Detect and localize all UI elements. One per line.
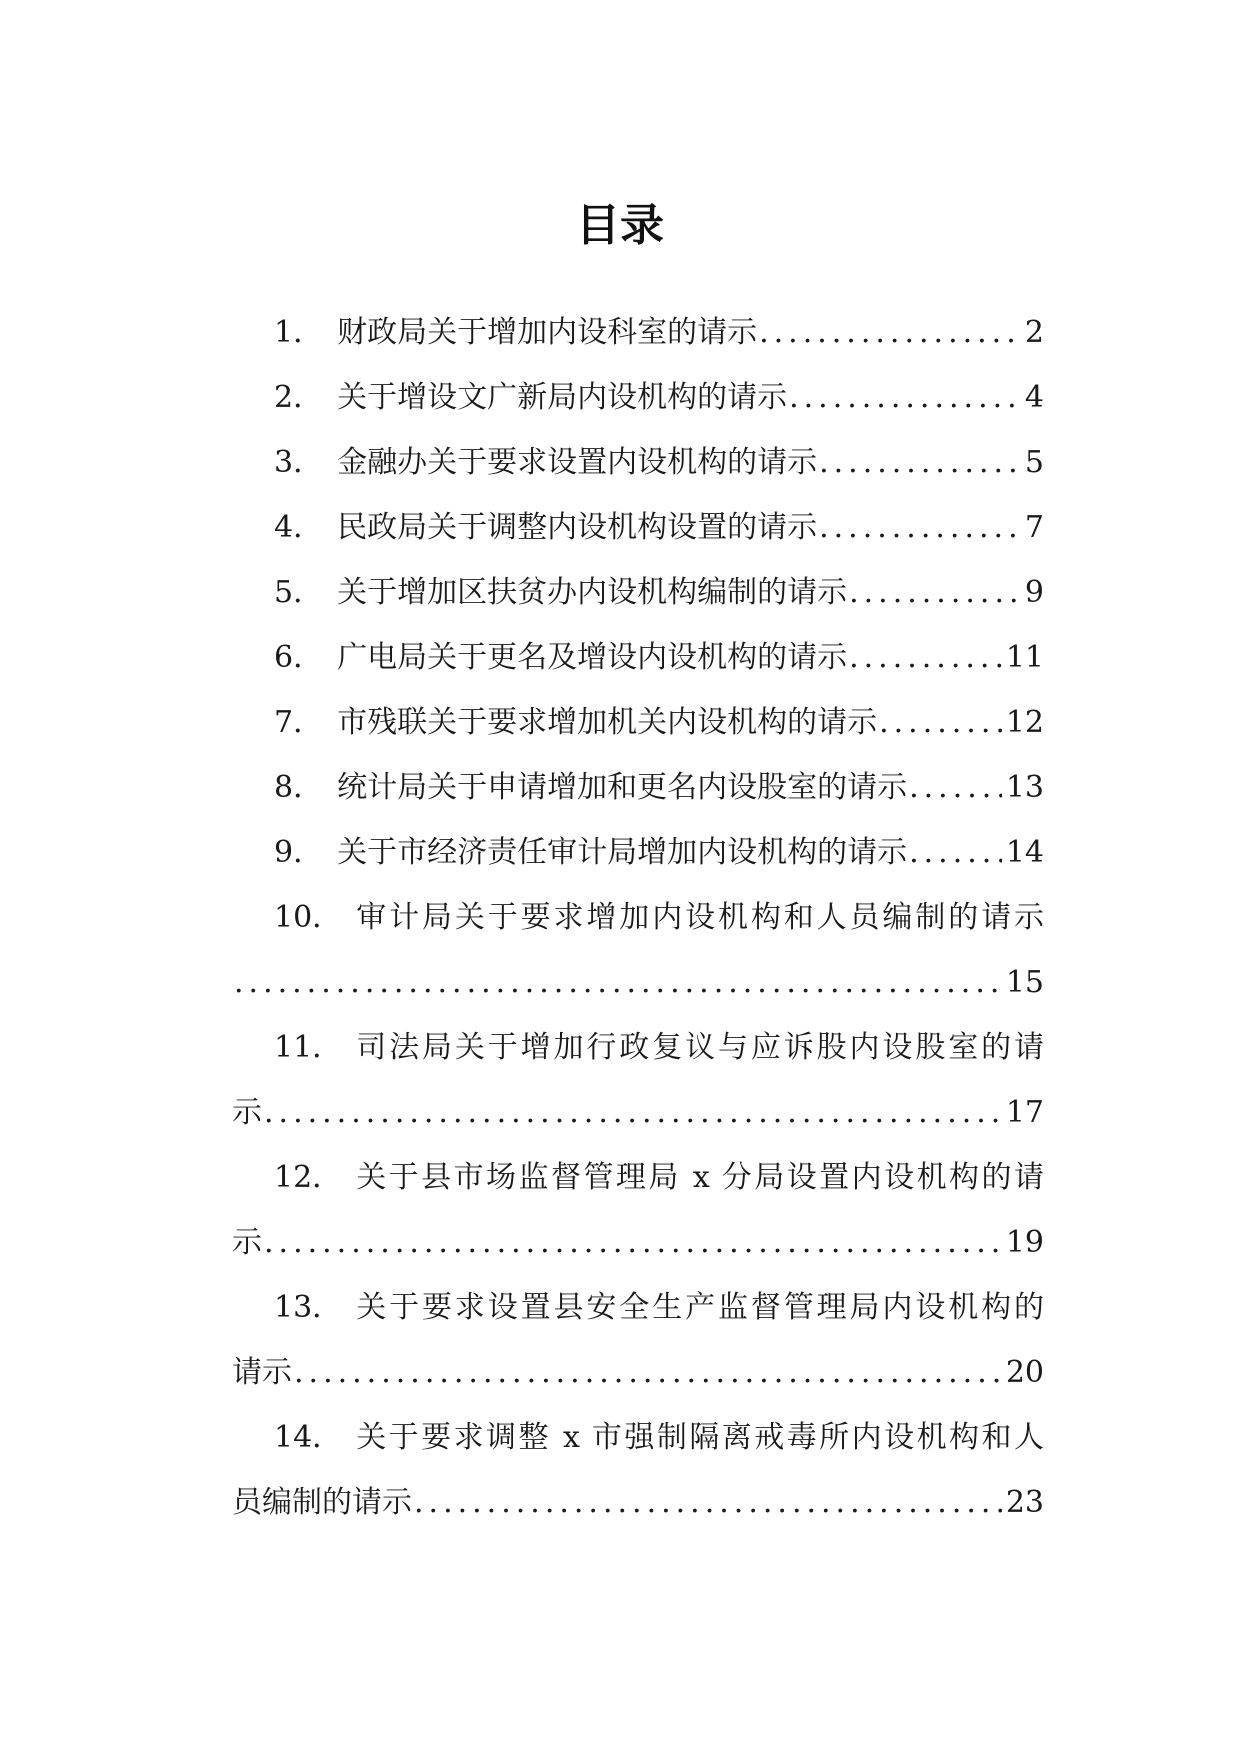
- toc-entry-page: 20: [1005, 1355, 1044, 1390]
- toc-entry-continuation: [232, 950, 1044, 1015]
- toc-entry-number: 6．: [274, 640, 324, 675]
- toc-entry-page: 2: [1024, 315, 1044, 350]
- dot-leader: [877, 690, 1002, 755]
- toc-entry-page: 19: [1005, 1225, 1044, 1260]
- dot-leader: [817, 430, 1021, 495]
- toc-entry-number: 1．: [274, 315, 324, 350]
- toc-entry-first-line: [232, 1145, 1044, 1210]
- toc-entry-5[interactable]: [232, 560, 1044, 625]
- toc-entry-13[interactable]: [232, 1275, 1044, 1405]
- dot-leader: [847, 625, 1002, 690]
- dot-leader: [907, 820, 1002, 885]
- toc-entry-page: 13: [1005, 770, 1044, 805]
- toc-entry-2[interactable]: [232, 365, 1044, 430]
- toc-entry-number: 8．: [274, 770, 324, 805]
- toc-entry-first-line: [232, 1275, 1044, 1340]
- toc-entry-title: 关于市经济责任审计局增加内设机构的请示: [337, 835, 908, 870]
- toc-entry-title: 财政局关于增加内设科室的请示: [337, 315, 758, 350]
- toc-entry-number: 11．: [274, 1030, 343, 1065]
- toc-entry-title-cont: 员编制的请示: [232, 1485, 412, 1520]
- toc-entry-number: 2．: [274, 380, 324, 415]
- dot-leader: [232, 950, 1002, 1015]
- toc-entry-page: 14: [1005, 835, 1044, 870]
- toc-entry-title: 关于县市场监督管理局 x 分局设置内设机构的请: [356, 1160, 1044, 1195]
- toc-entry-title: 审计局关于要求增加内设机构和人员编制的请示: [356, 900, 1044, 935]
- toc-entry-title: 关于要求设置县安全生产监督管理局内设机构的: [356, 1290, 1044, 1325]
- toc-entry-page: 4: [1024, 380, 1044, 415]
- toc-entry-continuation: [232, 1080, 1044, 1145]
- toc-entry-7[interactable]: [232, 690, 1044, 755]
- toc-entry-11[interactable]: [232, 1015, 1044, 1145]
- toc-entry-page: 9: [1024, 575, 1044, 610]
- toc-entry-continuation: [232, 1210, 1044, 1275]
- toc-entry-number: 4．: [274, 510, 324, 545]
- toc-entry-first-line: [232, 1405, 1044, 1470]
- toc-entry-title-cont: 请示: [232, 1355, 292, 1390]
- toc-entry-page: 7: [1024, 510, 1044, 545]
- toc-entry-title: 金融办关于要求设置内设机构的请示: [337, 445, 818, 480]
- dot-leader: [757, 300, 1021, 365]
- toc-entry-title: 市残联关于要求增加机关内设机构的请示: [337, 705, 878, 740]
- toc-entry-14[interactable]: [232, 1405, 1044, 1535]
- toc-entry-12[interactable]: [232, 1145, 1044, 1275]
- dot-leader: [262, 1210, 1002, 1275]
- toc-entry-title-cont: 示: [232, 1225, 262, 1260]
- toc-entry-first-line: [232, 885, 1044, 950]
- toc-entry-first-line: [232, 1015, 1044, 1080]
- toc-entry-1[interactable]: [232, 300, 1044, 365]
- toc-entry-number: 12．: [274, 1160, 343, 1195]
- toc-entry-number: 10．: [274, 900, 343, 935]
- dot-leader: [907, 755, 1002, 820]
- toc-entry-continuation: [232, 1470, 1044, 1535]
- toc-entry-title: 广电局关于更名及增设内设机构的请示: [337, 640, 848, 675]
- toc-entry-title-cont: 示: [232, 1095, 262, 1130]
- toc-entry-number: 3．: [274, 445, 324, 480]
- toc-entry-title: 关于要求调整 x 市强制隔离戒毒所内设机构和人: [356, 1420, 1044, 1455]
- toc-entry-continuation: [232, 1340, 1044, 1405]
- toc-entry-page: 15: [1005, 965, 1044, 1000]
- dot-leader: [787, 365, 1021, 430]
- table-of-contents: [232, 300, 1044, 1535]
- toc-entry-title: 统计局关于申请增加和更名内设股室的请示: [337, 770, 908, 805]
- page-title: 目录: [576, 200, 664, 251]
- toc-entry-title: 司法局关于增加行政复议与应诉股内设股室的请: [356, 1030, 1044, 1065]
- toc-entry-10[interactable]: [232, 885, 1044, 1015]
- toc-entry-number: 13．: [274, 1290, 343, 1325]
- dot-leader: [292, 1340, 1002, 1405]
- toc-entry-6[interactable]: [232, 625, 1044, 690]
- toc-entry-page: 17: [1005, 1095, 1044, 1130]
- toc-entry-3[interactable]: [232, 430, 1044, 495]
- toc-entry-number: 5．: [274, 575, 324, 610]
- toc-entry-page: 11: [1005, 640, 1044, 675]
- toc-entry-page: 5: [1024, 445, 1044, 480]
- toc-entry-number: 14．: [274, 1420, 343, 1455]
- dot-leader: [817, 495, 1021, 560]
- toc-entry-title: 民政局关于调整内设机构设置的请示: [337, 510, 818, 545]
- toc-entry-9[interactable]: [232, 820, 1044, 885]
- dot-leader: [847, 560, 1021, 625]
- dot-leader: [262, 1080, 1002, 1145]
- toc-entry-title: 关于增设文广新局内设机构的请示: [337, 380, 788, 415]
- toc-entry-number: 7．: [274, 705, 324, 740]
- toc-entry-number: 9．: [274, 835, 324, 870]
- toc-entry-8[interactable]: [232, 755, 1044, 820]
- toc-entry-title: 关于增加区扶贫办内设机构编制的请示: [337, 575, 848, 610]
- dot-leader: [412, 1470, 1002, 1535]
- toc-entry-page: 23: [1005, 1485, 1044, 1520]
- toc-entry-page: 12: [1005, 705, 1044, 740]
- toc-entry-4[interactable]: [232, 495, 1044, 560]
